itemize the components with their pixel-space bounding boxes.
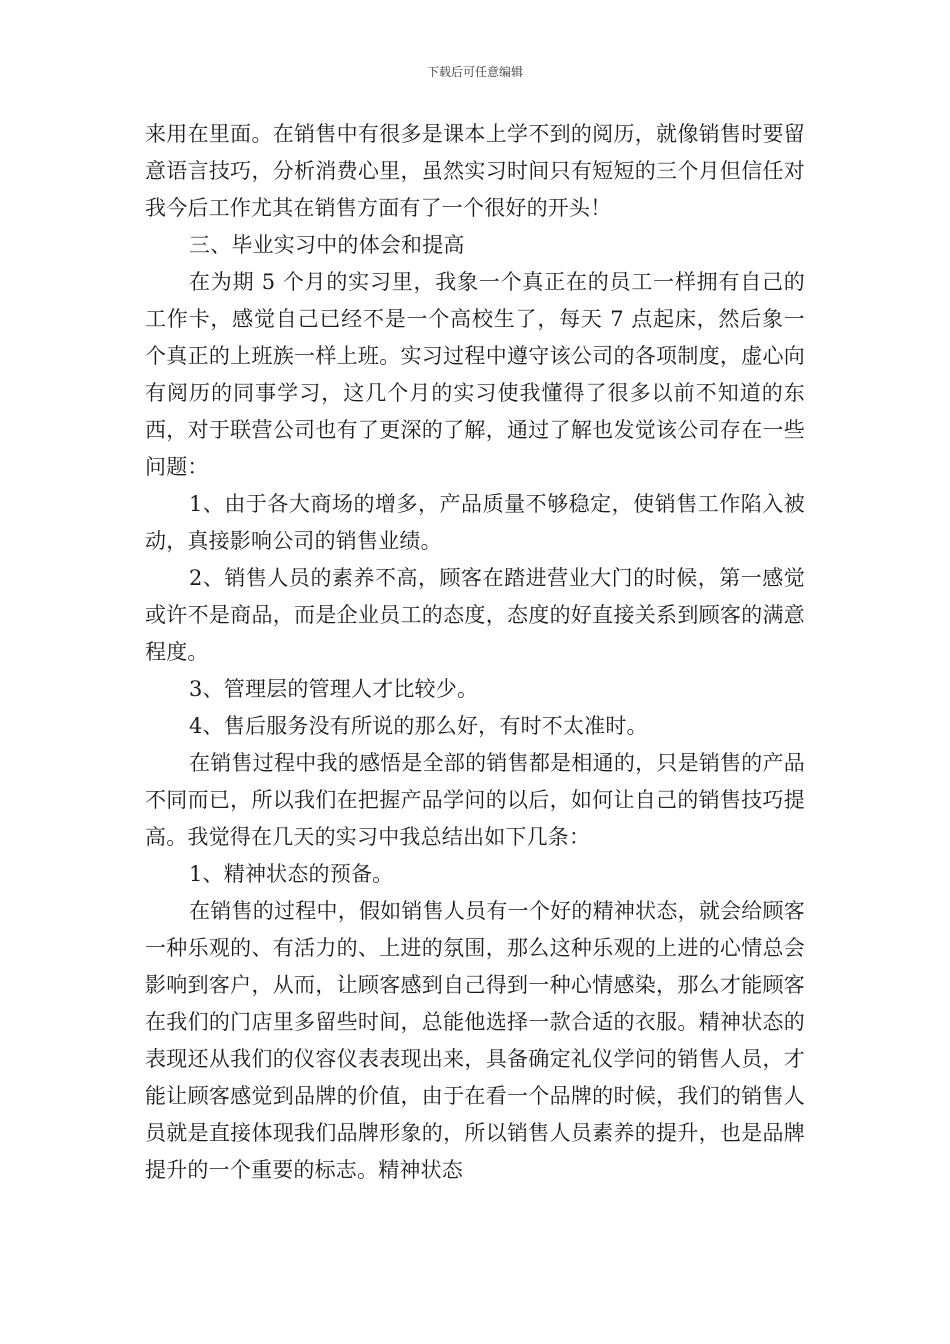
paragraph-continuation: 来用在里面。在销售中有很多是课本上学不到的阅历，就像销售时要留意语言技巧，分析消费心里，虽然实习时间只有短短的三个月但信任对我今后工作尤其在销售方面有了一个很好的开头！ (145, 122, 805, 220)
paragraph: 在销售的过程中，假如销售人员有一个好的精神状态，就会给顾客一种乐观的、有活力的、上进的氛围，那么这种乐观的上进的心情总会影响到客户，从而，让顾客感到自己得到一种心情感染，那么才能顾客在我们的门店里多留些时间，总能他选择一款合适的衣服。精神状态的表现还从我们的仪容仪表表现出来，具备确定礼仪学问的销售人员，才能让顾客感觉到品牌的价值，由于在看一个品牌的时候，我们的销售人员就是直接体现我们品牌形象的，所以销售人员素养的提升，也是品牌提升的一个重要的标志。精神状态 (145, 899, 805, 1182)
paragraph: 在销售过程中我的感悟是全部的销售都是相通的，只是销售的产品不同而已，所以我们在把握产品学问的以后，如何让自己的销售技巧提高。我觉得在几天的实习中我总结出如下几条： (145, 751, 805, 849)
document-body (145, 116, 805, 1189)
list-item: 3、管理层的管理人才比较少。 (189, 677, 479, 701)
list-item: 2、销售人员的素养不高，顾客在踏进营业大门的时候，第一感觉或许不是商品，而是企业员工的态度，态度的好直接关系到顾客的满意程度。 (145, 566, 805, 664)
paragraph: 在为期 5 个月的实习里，我象一个真正在的员工一样拥有自己的工作卡，感觉自己已经不是一个高校生了，每天 7 点起床，然后象一个真正的上班族一样上班。实习过程中遵守该公司的各项制度，虚心向有阅历的同事学习，这几个月的实习使我懂得了很多以前不知道的东西，对于联营公司也有了更深的了解，通过了解也发觉该公司存在一些问题： (145, 270, 805, 479)
list-item: 4、售后服务没有所说的那么好，有时不太准时。 (189, 714, 648, 738)
page-header: 下载后可任意编辑 (426, 65, 523, 79)
list-item: 1、精神状态的预备。 (189, 862, 394, 886)
section-heading: 三、毕业实习中的体会和提高 (189, 233, 465, 257)
list-item: 1、由于各大商场的增多，产品质量不够稳定，使销售工作陷入被动，真接影响公司的销售业绩。 (145, 492, 805, 553)
